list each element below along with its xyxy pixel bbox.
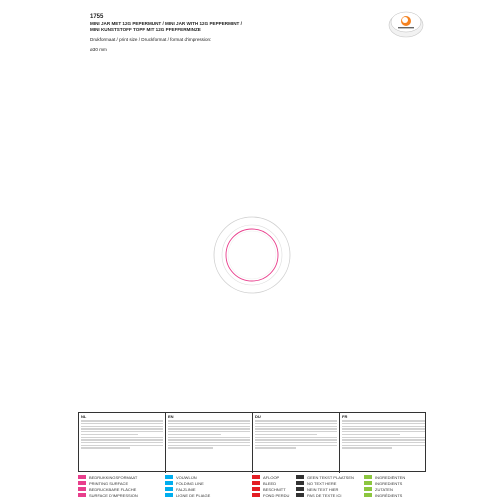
print-size-value: ø30 mm — [90, 47, 107, 52]
bleed-circle — [222, 225, 282, 285]
green-swatch — [364, 475, 372, 479]
legend-group-no-text — [296, 474, 364, 498]
green-swatch — [364, 487, 372, 491]
dark-swatch — [296, 493, 304, 497]
legend-label: NO TEXT HERE — [307, 480, 337, 486]
legend-label: GEEN TEKST PLAATSEN — [307, 474, 354, 480]
product-title-line2: MINI KUNSTSTOFF TOPF MIT 12G PFEFFERMINZE — [90, 27, 201, 32]
product-code: 1755 — [90, 14, 104, 20]
column-nl — [79, 413, 166, 473]
column-du — [253, 413, 340, 473]
legend-group-bleed — [252, 474, 296, 498]
legend-group-folding-line — [165, 474, 252, 498]
language-label: NL — [81, 414, 87, 419]
product-title-line1: MINI JAR MET 12G PEPERMUNT / MINI JAR WITH 12G PEPPERMINT / — [90, 21, 242, 26]
legend-group-print-surface — [78, 474, 165, 498]
red-swatch — [252, 475, 260, 479]
pink-swatch — [78, 487, 86, 491]
jar-outline-circle — [214, 217, 290, 293]
legend-label: FOND PERDU — [263, 492, 290, 498]
cyan-swatch — [165, 493, 173, 497]
legend-label: INGRÉDIENTS — [375, 492, 403, 498]
header-block — [90, 14, 380, 53]
green-swatch — [364, 481, 372, 485]
legend-label: PRINTING SURFACE — [89, 480, 129, 486]
red-swatch — [252, 493, 260, 497]
green-swatch — [364, 493, 372, 497]
legend-label: AFLOOP — [263, 474, 280, 480]
cyan-swatch — [165, 487, 173, 491]
legend-label: BESCHNITT — [263, 486, 286, 492]
dark-swatch — [296, 481, 304, 485]
column-fr — [340, 413, 427, 473]
column-en — [166, 413, 253, 473]
legend-label: BEDRUCKBARE FLÄCHE — [89, 486, 137, 492]
language-label: DU — [255, 414, 261, 419]
red-swatch — [252, 487, 260, 491]
dark-swatch — [296, 475, 304, 479]
language-label: EN — [168, 414, 174, 419]
pink-swatch — [78, 481, 86, 485]
red-swatch — [252, 481, 260, 485]
legend-label: PAS DE TEXTE ICI — [307, 492, 342, 498]
product-image — [384, 8, 428, 38]
legend-label: BEDRUKKINGSFORMAAT — [89, 474, 138, 480]
legend-label: INGREDIENTS — [375, 480, 403, 486]
legend-label: BLEED — [263, 480, 277, 486]
ingredients-panel — [78, 412, 426, 472]
legend-label: INGREDIËNTEN — [375, 474, 406, 480]
print-size-label: Drukformaat / print size / Druckformat / format d'impression: — [90, 37, 212, 42]
cyan-swatch — [165, 481, 173, 485]
legend-label: SURFACE D'IMPRESSION — [89, 492, 138, 498]
print-surface-circle — [226, 229, 278, 281]
pink-swatch — [78, 493, 86, 497]
legend-label: VOUWLIJN — [176, 474, 197, 480]
color-legend — [78, 474, 426, 498]
legend-group-ingredients — [364, 474, 426, 498]
dark-swatch — [296, 487, 304, 491]
safe-area-circle — [228, 231, 276, 279]
pink-swatch — [78, 475, 86, 479]
language-label: FR — [342, 414, 348, 419]
legend-label: LIGNE DE PLIAGE — [176, 492, 211, 498]
legend-label: NEIN TEXT HIER — [307, 486, 339, 492]
legend-label: FALZLINIE — [176, 486, 196, 492]
print-area-diagram — [212, 215, 292, 295]
cyan-swatch — [165, 475, 173, 479]
legend-label: ZUTATEN — [375, 486, 393, 492]
legend-label: FOLDING LINE — [176, 480, 204, 486]
